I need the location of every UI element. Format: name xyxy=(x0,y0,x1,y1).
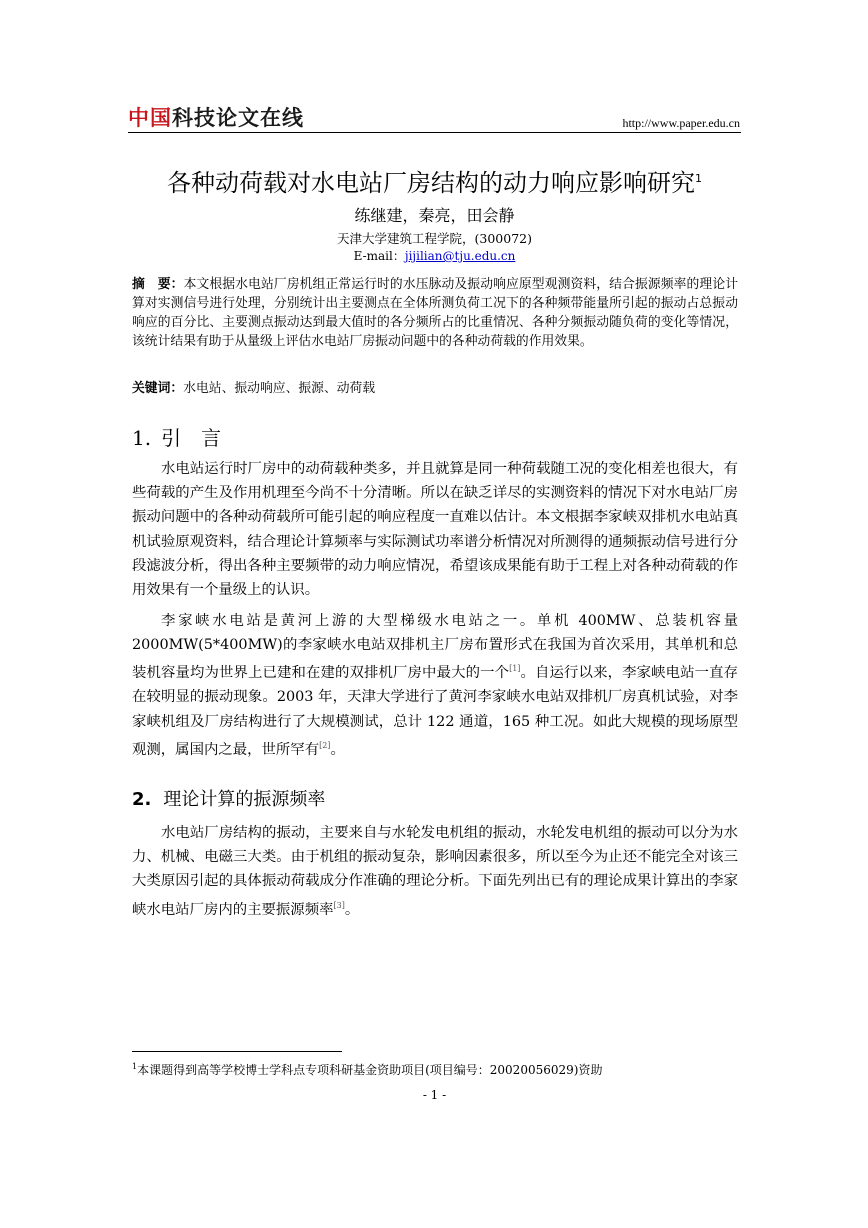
section-1-heading xyxy=(132,424,221,452)
footnote-divider xyxy=(132,1051,342,1052)
page-number: - 1 - xyxy=(422,1088,447,1102)
section-1-paragraph-1: 水电站运行时厂房中的动荷载种类多，并且就算是同一种荷载随工况的变化相差也很大，有些荷载的产生及作用机理至今尚不十分清晰。所以在缺乏详尽的实测资料的情况下对水电站厂房振动问题中的各种动荷载所可能引起的响应程度一直难以估计。本文根据李家峡双排机水电站真机试验原观资料，结合理论计算频率与实际测试功率谱分析情况对所测得的通频振动信号进行分段滤波分析，得出各种主要频带的动力响应情况，希望该成果能有助于工程上对各种动荷载的作用效果有一个量级上的认识。 xyxy=(132,461,738,599)
logo-dark-text: 科技论文在线 xyxy=(172,106,304,130)
section-2-paragraph-1 xyxy=(132,821,738,922)
section-1-paragraph-2 xyxy=(132,609,738,762)
affiliation: 天津大学建筑工程学院，(300072) xyxy=(337,231,532,246)
section-1-number: 1. xyxy=(132,426,152,450)
keywords-text: 水电站、振动响应、振源、动荷载 xyxy=(183,381,376,396)
logo-red-text: 中国 xyxy=(128,106,172,130)
citation-ref-2[interactable]: [2] xyxy=(319,740,331,750)
header-divider xyxy=(128,132,741,133)
footnote-text: 本课题得到高等学校博士学科点专项科研基金资助项目(项目编号：20020056029)资助 xyxy=(137,1063,603,1077)
footnote-mark: 1 xyxy=(132,1062,138,1071)
citation-ref-3[interactable]: [3] xyxy=(333,900,345,910)
title-text: 各种动荷载对水电站厂房结构的动力响应影响研究 xyxy=(167,169,695,197)
keywords xyxy=(132,379,738,398)
p2-text-c: 。 xyxy=(330,741,345,758)
abstract xyxy=(132,275,738,351)
email-label: E-mail： xyxy=(353,249,405,263)
s2p1-text-a: 水电站厂房结构的振动，主要来自与水轮发电机组的振动，水轮发电机组的振动可以分为水力、机械、电磁三大类。由于机组的振动复杂，影响因素很多，所以至今为止还不能完全对该三大类原因引起的具体振动荷载成分作准确的理论分析。下面先列出已有的理论成果计算出的李家峡水电站厂房内的主要振源频率 xyxy=(132,825,738,918)
site-logo[interactable] xyxy=(128,104,304,132)
section-2-heading xyxy=(132,786,325,814)
citation-ref-1[interactable]: [1] xyxy=(509,664,521,674)
section-2-number: 2. xyxy=(132,789,152,810)
section-1-title: 引 言 xyxy=(161,426,222,450)
s2p1-text-b: 。 xyxy=(344,901,360,918)
p2-text-b: 。自运行以来，李家峡电站一直存在较明显的振动现象。2003 年，天津大学进行了黄河李家峡水电站双排机厂房真机试验，对李家峡机组及厂房结构进行了大规模测试，总计 122 通道，165 种工况。如此大规模的现场原型观测，属国内之最，世所罕有 xyxy=(132,665,738,758)
authors: 练继建，秦亮，田会静 xyxy=(354,206,515,225)
email-line xyxy=(128,248,741,264)
email-link[interactable]: jijilian@tju.edu.cn xyxy=(404,249,516,263)
keywords-label: 关键词： xyxy=(132,381,184,396)
header-url[interactable]: http://www.paper.edu.cn xyxy=(622,116,740,130)
p2-text-a: 李家峡水电站是黄河上游的大型梯级水电站之一。单机 400MW、总装机容量2000MW(5*400MW)的李家峡水电站双排机主厂房布置形式在我国为首次采用，其单机和总装机容量均为世界上已建和在建的双排机厂房中最大的一个 xyxy=(132,613,738,682)
abstract-text: 本文根据水电站厂房机组正常运行时的水压脉动及振动响应原型观测资料，结合振源频率的理论计算对实测信号进行处理，分别统计出主要测点在全体所测负荷工况下的各种频带能量所引起的振动占总振动响应的百分比、主要测点振动达到最大值时的各分频所占的比重情况、各种分频振动随负荷的变化等情况，该统计结果有助于从量级上评估水电站厂房振动问题中的各种动荷载的作用效果。 xyxy=(132,277,739,349)
section-2-title: 理论计算的振源频率 xyxy=(163,789,326,810)
footnote xyxy=(132,1058,738,1079)
abstract-label: 摘 要： xyxy=(132,277,184,292)
paper-title xyxy=(128,162,741,200)
title-footnote-mark: 1 xyxy=(695,172,702,185)
